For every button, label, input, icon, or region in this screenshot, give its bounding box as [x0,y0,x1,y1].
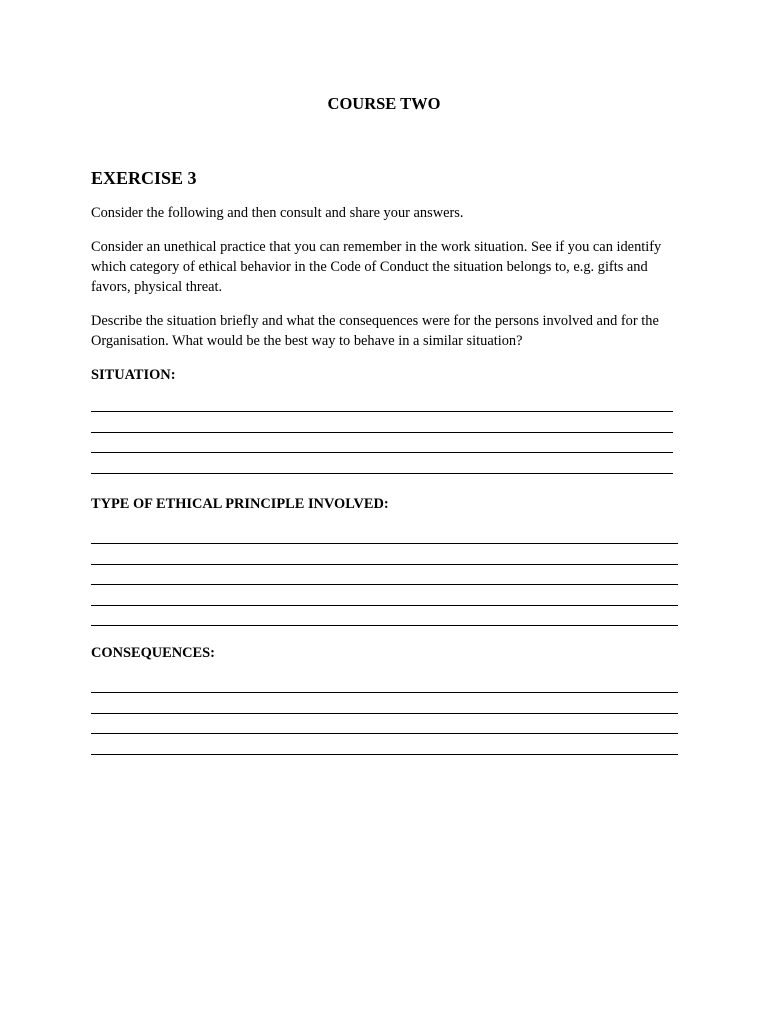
principle-answer-line[interactable] [91,625,678,626]
consequences-answer-line[interactable] [91,754,678,755]
principle-answer-line[interactable] [91,584,678,585]
consequences-answer-line[interactable] [91,692,678,693]
situation-answer-line[interactable] [91,473,673,474]
course-title: COURSE TWO [327,94,441,113]
consequences-label: CONSEQUENCES: [91,645,215,661]
task-paragraph: Describe the situation briefly and what the consequences were for the persons involved and for the Organisation. What would be the best way to behave in a similar situation? [91,313,659,349]
principle-answer-line[interactable] [91,543,678,544]
principle-answer-line[interactable] [91,564,678,565]
principle-label: TYPE OF ETHICAL PRINCIPLE INVOLVED: [91,496,389,512]
exercise-title: EXERCISE 3 [91,168,197,188]
consequences-answer-line[interactable] [91,713,678,714]
context-paragraph: Consider an unethical practice that you can remember in the work situation. See if you can identify which category of ethical behavior in the Code of Conduct the situation belongs to, e.g. gifts and favors, physical threat. [91,239,662,295]
situation-answer-line[interactable] [91,411,673,412]
instruction-paragraph: Consider the following and then consult and share your answers. [91,205,464,221]
principle-answer-line[interactable] [91,605,678,606]
situation-answer-line[interactable] [91,432,673,433]
situation-label: SITUATION: [91,367,176,383]
situation-answer-line[interactable] [91,452,673,453]
consequences-answer-line[interactable] [91,733,678,734]
